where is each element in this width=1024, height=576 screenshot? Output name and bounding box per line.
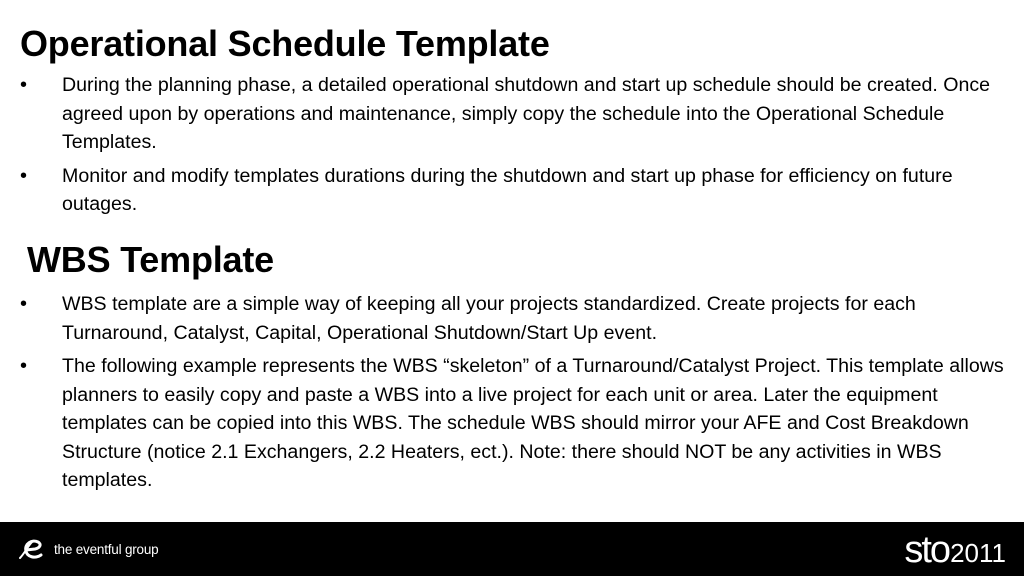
bullet-text: WBS template are a simple way of keeping all your projects standardized. Create projects for each Turnaround, Catalyst, Capital, Operational Shutdown/Start Up event. [62,293,916,344]
sto-logo-text: sto [904,529,950,571]
bullet-icon: • [20,355,28,377]
eventful-e-icon [18,536,48,562]
eventful-group-logo [18,535,158,563]
eventful-group-text: the eventful group [54,541,159,557]
bullet-text: The following example represents the WBS “skeleton” of a Turnaround/Catalyst Project. This template allows planners to easily copy and paste a WBS into a live project for each unit or area. Later the equipment templates can be copied into this WBS. The schedule WBS should mirror your AFE and Cost Breakdown Structure (notice 2.1 Exchangers, 2.2 Heaters, ect.). Note: there should NOT be any activities in WBS templates. [62,355,1004,491]
bullet-icon: • [20,164,28,187]
bullet-icon: • [20,293,28,315]
operational-schedule-title: Operational Schedule Template [20,23,550,64]
operational-schedule-bullets [20,71,1020,219]
bullet-text: During the planning phase, a detailed operational shutdown and start up schedule should be created. Once agreed upon by operations and maintenance, simply copy the schedule into the Operational Schedule Templates. [62,74,991,153]
bullet-item [20,352,1020,495]
bullet-item [20,162,1020,219]
bullet-item [20,290,1020,347]
bullet-icon: • [20,74,28,96]
wbs-title: WBS Template [27,239,274,280]
operational-schedule-section [20,22,1020,219]
sto-2011-logo [904,529,1006,571]
bullet-item [20,71,1020,157]
bullet-text: Monitor and modify templates durations during the shutdown and start up phase for efficiency on future outages. [62,164,953,215]
wbs-bullets [20,290,1020,495]
sto-logo-year: 2011 [950,538,1006,568]
footer-bar [0,522,1024,576]
wbs-section [20,238,1020,495]
